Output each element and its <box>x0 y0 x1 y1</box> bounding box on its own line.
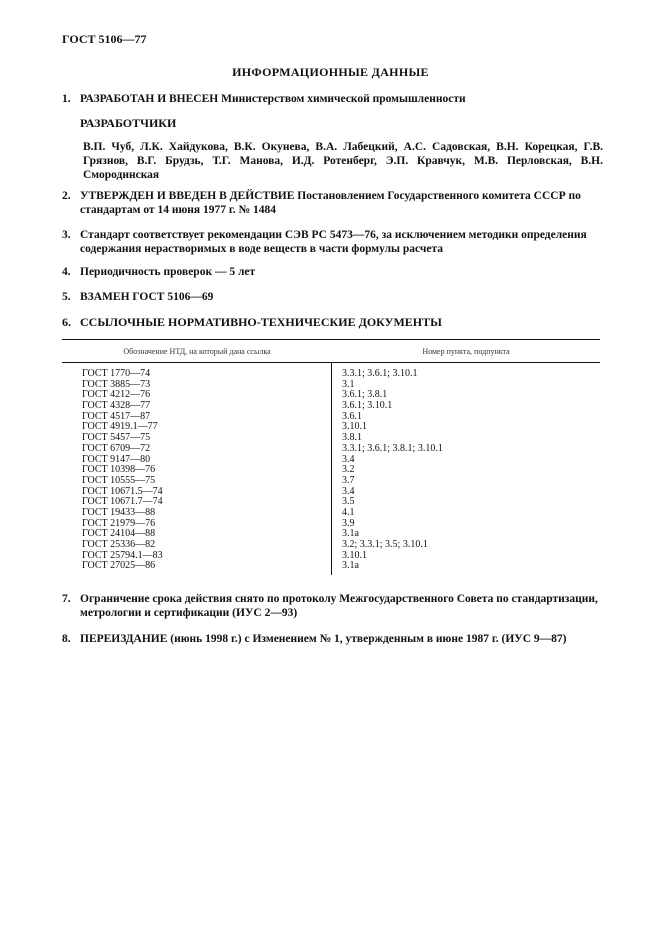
table-cell-clause: 3.9 <box>342 517 355 529</box>
table-cell-document: ГОСТ 10398—76 <box>82 464 156 476</box>
table-cell-document: ГОСТ 19433—88 <box>82 506 156 518</box>
table-header-document: Обозначение НТД, на который дана ссылка <box>123 346 271 356</box>
table-cell-clause: 3.4 <box>342 453 355 465</box>
item-2-line2: стандартам от 14 июня 1977 г. № 1484 <box>80 204 276 216</box>
table-cell-clause: 3.7 <box>342 474 355 486</box>
table-cell-document: ГОСТ 3885—73 <box>82 378 151 390</box>
table-cell-clause: 3.1 <box>342 378 355 390</box>
table-cell-clause: 3.1а <box>342 528 359 540</box>
standard-header: ГОСТ 5106—77 <box>62 32 147 46</box>
item-8-text: ПЕРЕИЗДАНИЕ (июнь 1998 г.) с Изменением № 1, утвержденным в июне 1987 г. (ИУС 9—87) <box>80 633 567 645</box>
item-5-number: 5. <box>62 291 71 303</box>
table-cell-clause: 3.4 <box>342 485 355 497</box>
table-cell-clause: 3.3.1; 3.6.1; 3.8.1; 3.10.1 <box>342 442 443 454</box>
item-2-line1: УТВЕРЖДЕН И ВВЕДЕН В ДЕЙСТВИЕ Постановлением Государственного комитета СССР по <box>80 190 581 202</box>
table-header-clause: Номер пункта, подпункта <box>422 346 510 356</box>
table-cell-clause: 3.10.1 <box>342 549 367 561</box>
table-cell-document: ГОСТ 24104—88 <box>82 528 156 540</box>
item-6-text: ССЫЛОЧНЫЕ НОРМАТИВНО-ТЕХНИЧЕСКИЕ ДОКУМЕНТЫ <box>80 315 442 329</box>
item-5-text: ВЗАМЕН ГОСТ 5106—69 <box>80 291 214 303</box>
table-column-clause <box>332 363 600 575</box>
table-cell-document: ГОСТ 4517—87 <box>82 410 151 422</box>
item-3-number: 3. <box>62 229 71 241</box>
table-header-row <box>62 340 600 362</box>
table-cell-clause: 3.6.1; 3.10.1 <box>342 400 393 412</box>
item-5 <box>62 290 602 304</box>
table-body <box>62 363 600 575</box>
item-7-line1: Ограничение срока действия снято по протоколу Межгосударственного Совета по стандартизации, <box>80 593 598 605</box>
item-1-number: 1. <box>62 93 71 105</box>
table-cell-document: ГОСТ 9147—80 <box>82 453 151 465</box>
table-cell-clause: 3.6.1 <box>342 410 362 422</box>
table-cell-document: ГОСТ 10555—75 <box>82 474 156 486</box>
item-8-number: 8. <box>62 633 71 645</box>
item-7-line2: метрологии и сертификации (ИУС 2—93) <box>80 607 298 619</box>
table-cell-document: ГОСТ 21979—76 <box>82 517 156 529</box>
table-cell-clause: 3.2 <box>342 464 355 476</box>
developers-names: В.П. Чуб, Л.К. Хайдукова, В.К. Окунева, В.А. Лабецкий, А.С. Садовская, В.Н. Корецкая, Г.В. Грязнов, В.Г. Брудзь, Т.Г. Манова, И.Д. Ротенберг, Э.П. Кравчук, М.В. Перловская, В.Н. Смородинская <box>83 141 603 181</box>
table-cell-clause: 3.10.1 <box>342 421 367 433</box>
item-6 <box>62 315 602 329</box>
table-cell-document: ГОСТ 4919.1—77 <box>82 421 158 433</box>
item-6-number: 6. <box>62 315 71 329</box>
references-table <box>62 339 600 575</box>
item-1 <box>62 92 602 106</box>
item-7-number: 7. <box>62 593 71 605</box>
page-title: ИНФОРМАЦИОННЫЕ ДАННЫЕ <box>232 65 429 79</box>
table-cell-document: ГОСТ 4212—76 <box>82 389 151 401</box>
item-2-number: 2. <box>62 190 71 202</box>
table-column-document <box>62 363 332 575</box>
item-7 <box>62 592 602 620</box>
table-cell-clause: 3.6.1; 3.8.1 <box>342 389 388 401</box>
table-cell-document: ГОСТ 4328—77 <box>82 400 151 412</box>
table-cell-clause: 4.1 <box>342 506 355 518</box>
item-3-line1: Стандарт соответствует рекомендации СЭВ РС 5473—76, за исключением методики определения <box>80 229 587 241</box>
table-cell-document: ГОСТ 10671.7—74 <box>82 496 163 508</box>
item-4-number: 4. <box>62 266 71 278</box>
table-cell-document: ГОСТ 6709—72 <box>82 442 151 454</box>
item-1-text: РАЗРАБОТАН И ВНЕСЕН Министерством химической промышленности <box>80 93 466 105</box>
table-cell-clause: 3.8.1 <box>342 432 362 444</box>
table-cell-document: ГОСТ 27025—86 <box>82 560 156 572</box>
item-3 <box>62 228 602 256</box>
developers-heading: РАЗРАБОТЧИКИ <box>80 116 177 130</box>
table-cell-clause: 3.1а <box>342 560 359 572</box>
table-cell-document: ГОСТ 5457—75 <box>82 432 151 444</box>
table-cell-document: ГОСТ 10671.5—74 <box>82 485 163 497</box>
table-cell-clause: 3.2; 3.3.1; 3.5; 3.10.1 <box>342 539 428 550</box>
item-4 <box>62 265 602 279</box>
item-8 <box>62 632 602 646</box>
table-cell-document: ГОСТ 25794.1—83 <box>82 549 163 561</box>
item-3-line2: содержания нерастворимых в воде веществ в части формулы расчета <box>80 243 444 255</box>
item-2 <box>62 189 602 217</box>
table-cell-document: ГОСТ 1770—74 <box>82 368 151 379</box>
table-cell-document: ГОСТ 25336—82 <box>82 539 156 550</box>
table-cell-clause: 3.5 <box>342 496 355 508</box>
table-cell-clause: 3.3.1; 3.6.1; 3.10.1 <box>342 368 418 379</box>
item-4-text: Периодичность проверок — 5 лет <box>80 266 256 278</box>
